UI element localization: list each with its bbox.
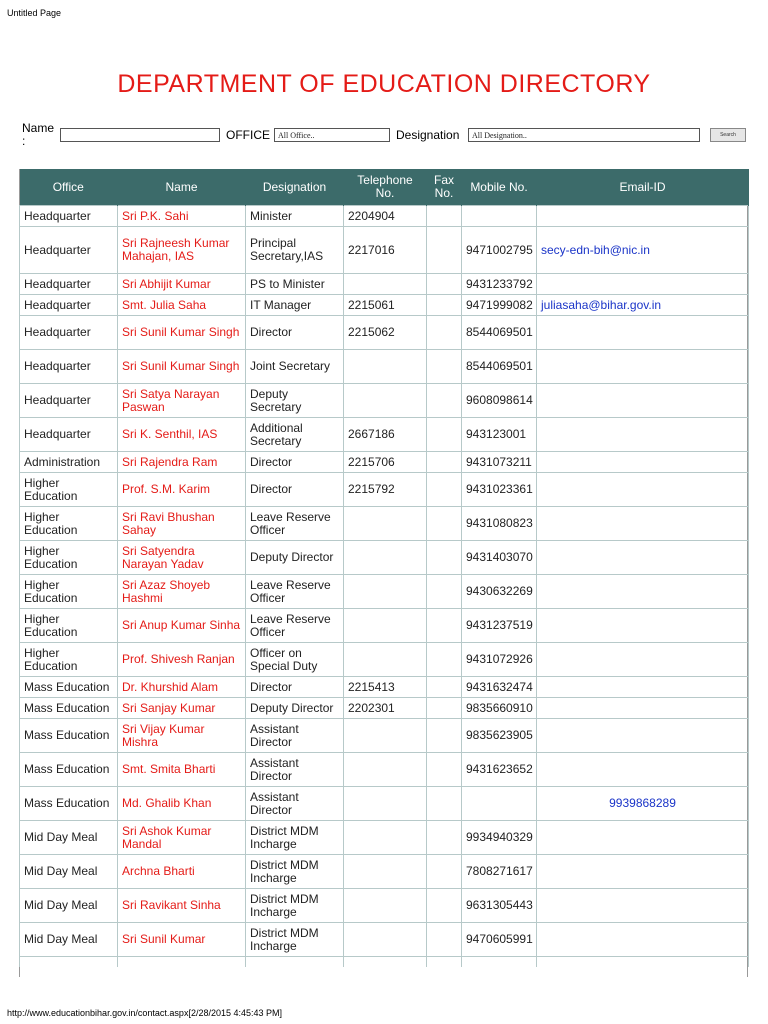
- cell-fax: [427, 274, 462, 295]
- cell-name[interactable]: Archna Bharti: [118, 855, 246, 889]
- cell-email[interactable]: [537, 821, 749, 855]
- cell-fax: [427, 384, 462, 418]
- cell-office: Headquarter: [20, 227, 118, 274]
- cell-telephone: [344, 274, 427, 295]
- table-row: [20, 473, 749, 507]
- cell-designation: Assistant Director: [246, 787, 344, 821]
- cell-fax: [427, 206, 462, 227]
- cell-fax: [427, 677, 462, 698]
- cell-mobile: 9431623652: [462, 753, 537, 787]
- empty-cell: [427, 957, 462, 968]
- table-row: [20, 295, 749, 316]
- cell-name[interactable]: Smt. Julia Saha: [118, 295, 246, 316]
- cell-designation: Director: [246, 473, 344, 507]
- office-select[interactable]: All Office..: [274, 128, 390, 142]
- cell-mobile: 8544069501: [462, 316, 537, 350]
- table-row: [20, 316, 749, 350]
- cell-office: Mass Education: [20, 753, 118, 787]
- cell-office: Mid Day Meal: [20, 889, 118, 923]
- cell-telephone: [344, 541, 427, 575]
- table-row: [20, 677, 749, 698]
- cell-name[interactable]: Sri Ravi Bhushan Sahay: [118, 507, 246, 541]
- cell-office: Administration: [20, 452, 118, 473]
- table-row: [20, 787, 749, 821]
- cell-mobile: [462, 787, 537, 821]
- table-row-empty: [20, 957, 749, 968]
- cell-email[interactable]: [537, 541, 749, 575]
- column-header-email: Email-ID: [537, 169, 749, 206]
- cell-email[interactable]: [537, 507, 749, 541]
- cell-fax: [427, 855, 462, 889]
- cell-telephone: [344, 350, 427, 384]
- table-row: [20, 698, 749, 719]
- cell-mobile: 7808271617: [462, 855, 537, 889]
- cell-designation: Director: [246, 452, 344, 473]
- cell-telephone: [344, 787, 427, 821]
- cell-designation: Assistant Director: [246, 719, 344, 753]
- cell-fax: [427, 609, 462, 643]
- cell-fax: [427, 507, 462, 541]
- empty-cell: [344, 957, 427, 968]
- cell-office: Mass Education: [20, 677, 118, 698]
- column-header-fax: Fax No.: [427, 169, 462, 206]
- cell-telephone: [344, 643, 427, 677]
- cell-fax: [427, 575, 462, 609]
- cell-email[interactable]: secy-edn-bih@nic.in: [537, 227, 749, 274]
- cell-mobile: 9430632269: [462, 575, 537, 609]
- cell-fax: [427, 821, 462, 855]
- column-header-designation: Designation: [246, 169, 344, 206]
- empty-cell: [537, 957, 749, 968]
- cell-fax: [427, 698, 462, 719]
- table-row: [20, 753, 749, 787]
- table-row: [20, 719, 749, 753]
- cell-mobile: 9431632474: [462, 677, 537, 698]
- cell-fax: [427, 227, 462, 274]
- cell-email[interactable]: 9939868289: [537, 787, 749, 821]
- table-row: [20, 541, 749, 575]
- office-label: OFFICE: [226, 128, 270, 142]
- cell-office: Headquarter: [20, 206, 118, 227]
- cell-mobile: 9471002795: [462, 227, 537, 274]
- cell-email[interactable]: [537, 384, 749, 418]
- page-title: DEPARTMENT OF EDUCATION DIRECTORY: [117, 70, 651, 98]
- table-row: [20, 274, 749, 295]
- cell-email[interactable]: [537, 206, 749, 227]
- cell-office: Higher Education: [20, 643, 118, 677]
- table-header-row: [20, 169, 749, 206]
- table-row: [20, 384, 749, 418]
- cell-email[interactable]: [537, 418, 749, 452]
- search-button[interactable]: Search: [710, 128, 746, 142]
- cell-designation: District MDM Incharge: [246, 889, 344, 923]
- cell-name[interactable]: Sri Anup Kumar Sinha: [118, 609, 246, 643]
- cell-name[interactable]: Sri Sunil Kumar: [118, 923, 246, 957]
- empty-cell: [118, 957, 246, 968]
- cell-mobile: 9431080823: [462, 507, 537, 541]
- cell-office: Higher Education: [20, 473, 118, 507]
- cell-office: Headquarter: [20, 418, 118, 452]
- table-row: [20, 227, 749, 274]
- cell-designation: Leave Reserve Officer: [246, 575, 344, 609]
- cell-email[interactable]: [537, 923, 749, 957]
- cell-fax: [427, 473, 462, 507]
- cell-fax: [427, 923, 462, 957]
- cell-telephone: 2667186: [344, 418, 427, 452]
- column-header-mobile: Mobile No.: [462, 169, 537, 206]
- table-row: [20, 418, 749, 452]
- column-header-telephone: Telephone No.: [344, 169, 427, 206]
- cell-telephone: 2215061: [344, 295, 427, 316]
- cell-name[interactable]: Sri Satyendra Narayan Yadav: [118, 541, 246, 575]
- cell-telephone: 2215413: [344, 677, 427, 698]
- cell-mobile: 9431073211: [462, 452, 537, 473]
- page-footer: http://www.educationbihar.gov.in/contact.aspx[2/28/2015 4:45:43 PM]: [7, 1008, 283, 1018]
- cell-name[interactable]: Sri Sanjay Kumar: [118, 698, 246, 719]
- table-row: [20, 643, 749, 677]
- cell-telephone: [344, 575, 427, 609]
- designation-select[interactable]: All Designation..: [468, 128, 700, 142]
- cell-email[interactable]: juliasaha@bihar.gov.in: [537, 295, 749, 316]
- cell-designation: Joint Secretary: [246, 350, 344, 384]
- cell-designation: Assistant Director: [246, 753, 344, 787]
- name-label: Name :: [22, 121, 55, 148]
- empty-cell: [246, 957, 344, 968]
- cell-office: Headquarter: [20, 384, 118, 418]
- table-row: [20, 821, 749, 855]
- cell-office: Headquarter: [20, 316, 118, 350]
- cell-telephone: [344, 384, 427, 418]
- cell-email[interactable]: [537, 350, 749, 384]
- cell-office: Mid Day Meal: [20, 923, 118, 957]
- search-form: [22, 122, 748, 150]
- cell-designation: Minister: [246, 206, 344, 227]
- cell-telephone: 2217016: [344, 227, 427, 274]
- cell-office: Higher Education: [20, 609, 118, 643]
- cell-name[interactable]: Prof. Shivesh Ranjan: [118, 643, 246, 677]
- cell-fax: [427, 643, 462, 677]
- cell-telephone: [344, 923, 427, 957]
- cell-office: Mass Education: [20, 698, 118, 719]
- cell-designation: Additional Secretary: [246, 418, 344, 452]
- cell-name[interactable]: Sri Rajendra Ram: [118, 452, 246, 473]
- cell-telephone: [344, 889, 427, 923]
- cell-designation: District MDM Incharge: [246, 821, 344, 855]
- column-header-office: Office: [20, 169, 118, 206]
- cell-email[interactable]: [537, 643, 749, 677]
- cell-email[interactable]: [537, 753, 749, 787]
- cell-designation: Principal Secretary,IAS: [246, 227, 344, 274]
- cell-designation: Leave Reserve Officer: [246, 507, 344, 541]
- cell-fax: [427, 541, 462, 575]
- cell-email[interactable]: [537, 719, 749, 753]
- cell-telephone: [344, 609, 427, 643]
- cell-office: Mid Day Meal: [20, 821, 118, 855]
- cell-mobile: 9835623905: [462, 719, 537, 753]
- cell-office: Mass Education: [20, 719, 118, 753]
- cell-fax: [427, 418, 462, 452]
- designation-label: Designation: [396, 128, 460, 142]
- cell-name[interactable]: Sri Ravikant Sinha: [118, 889, 246, 923]
- cell-office: Mid Day Meal: [20, 855, 118, 889]
- cell-mobile: 9631305443: [462, 889, 537, 923]
- cell-mobile: 9835660910: [462, 698, 537, 719]
- cell-name[interactable]: Md. Ghalib Khan: [118, 787, 246, 821]
- cell-email[interactable]: [537, 575, 749, 609]
- cell-name[interactable]: Sri Vijay Kumar Mishra: [118, 719, 246, 753]
- cell-name[interactable]: Sri Ashok Kumar Mandal: [118, 821, 246, 855]
- cell-email[interactable]: [537, 609, 749, 643]
- cell-name[interactable]: Sri Rajneesh Kumar Mahajan, IAS: [118, 227, 246, 274]
- cell-mobile: 9934940329: [462, 821, 537, 855]
- table-row: [20, 452, 749, 473]
- cell-email[interactable]: [537, 473, 749, 507]
- cell-office: Higher Education: [20, 507, 118, 541]
- cell-telephone: 2215792: [344, 473, 427, 507]
- cell-designation: IT Manager: [246, 295, 344, 316]
- cell-email[interactable]: [537, 698, 749, 719]
- cell-telephone: [344, 507, 427, 541]
- cell-telephone: 2215706: [344, 452, 427, 473]
- cell-name[interactable]: Prof. S.M. Karim: [118, 473, 246, 507]
- cell-designation: Officer on Special Duty: [246, 643, 344, 677]
- cell-name[interactable]: Sri Azaz Shoyeb Hashmi: [118, 575, 246, 609]
- cell-office: Higher Education: [20, 575, 118, 609]
- cell-office: Headquarter: [20, 350, 118, 384]
- table-row: [20, 923, 749, 957]
- cell-mobile: 943123001: [462, 418, 537, 452]
- cell-email[interactable]: [537, 316, 749, 350]
- cell-office: Higher Education: [20, 541, 118, 575]
- cell-designation: Deputy Secretary: [246, 384, 344, 418]
- cell-designation: Director: [246, 677, 344, 698]
- cell-fax: [427, 787, 462, 821]
- cell-fax: [427, 316, 462, 350]
- table-row: [20, 350, 749, 384]
- table-row: [20, 507, 749, 541]
- table-row: [20, 206, 749, 227]
- cell-telephone: [344, 821, 427, 855]
- cell-name[interactable]: Sri Sunil Kumar Singh: [118, 316, 246, 350]
- cell-name[interactable]: Sri Satya Narayan Paswan: [118, 384, 246, 418]
- cell-name[interactable]: Sri Sunil Kumar Singh: [118, 350, 246, 384]
- cell-office: Mass Education: [20, 787, 118, 821]
- table-row: [20, 609, 749, 643]
- cell-email[interactable]: [537, 889, 749, 923]
- cell-mobile: 9431023361: [462, 473, 537, 507]
- page-header: Untitled Page: [7, 8, 62, 18]
- cell-mobile: 9431072926: [462, 643, 537, 677]
- cell-mobile: 9431233792: [462, 274, 537, 295]
- cell-telephone: 2202301: [344, 698, 427, 719]
- cell-designation: District MDM Incharge: [246, 923, 344, 957]
- cell-telephone: 2204904: [344, 206, 427, 227]
- table-row: [20, 889, 749, 923]
- cell-mobile: 9470605991: [462, 923, 537, 957]
- cell-telephone: [344, 753, 427, 787]
- directory-table: [19, 169, 749, 967]
- cell-mobile: 9431403070: [462, 541, 537, 575]
- cell-mobile: 8544069501: [462, 350, 537, 384]
- cell-office: Headquarter: [20, 274, 118, 295]
- cell-fax: [427, 452, 462, 473]
- empty-cell: [462, 957, 537, 968]
- cell-mobile: 9608098614: [462, 384, 537, 418]
- cell-email[interactable]: [537, 452, 749, 473]
- cell-office: Headquarter: [20, 295, 118, 316]
- cell-fax: [427, 295, 462, 316]
- cell-name[interactable]: Smt. Smita Bharti: [118, 753, 246, 787]
- cell-name[interactable]: Sri P.K. Sahi: [118, 206, 246, 227]
- cell-designation: Deputy Director: [246, 541, 344, 575]
- cell-name[interactable]: Dr. Khurshid Alam: [118, 677, 246, 698]
- table-row: [20, 855, 749, 889]
- cell-name[interactable]: Sri Abhijit Kumar: [118, 274, 246, 295]
- cell-fax: [427, 719, 462, 753]
- cell-fax: [427, 350, 462, 384]
- cell-telephone: [344, 719, 427, 753]
- table-row: [20, 575, 749, 609]
- cell-designation: Director: [246, 316, 344, 350]
- cell-email[interactable]: [537, 855, 749, 889]
- cell-fax: [427, 889, 462, 923]
- cell-email[interactable]: [537, 677, 749, 698]
- cell-telephone: [344, 855, 427, 889]
- name-input[interactable]: [60, 128, 220, 142]
- cell-fax: [427, 753, 462, 787]
- cell-designation: Deputy Director: [246, 698, 344, 719]
- cell-mobile: [462, 206, 537, 227]
- table-body: [20, 206, 749, 968]
- column-header-name: Name: [118, 169, 246, 206]
- cell-mobile: 9471999082: [462, 295, 537, 316]
- cell-email[interactable]: [537, 274, 749, 295]
- cell-designation: PS to Minister: [246, 274, 344, 295]
- cell-designation: Leave Reserve Officer: [246, 609, 344, 643]
- cell-name[interactable]: Sri K. Senthil, IAS: [118, 418, 246, 452]
- cell-mobile: 9431237519: [462, 609, 537, 643]
- cell-designation: District MDM Incharge: [246, 855, 344, 889]
- empty-cell: [20, 957, 118, 968]
- cell-telephone: 2215062: [344, 316, 427, 350]
